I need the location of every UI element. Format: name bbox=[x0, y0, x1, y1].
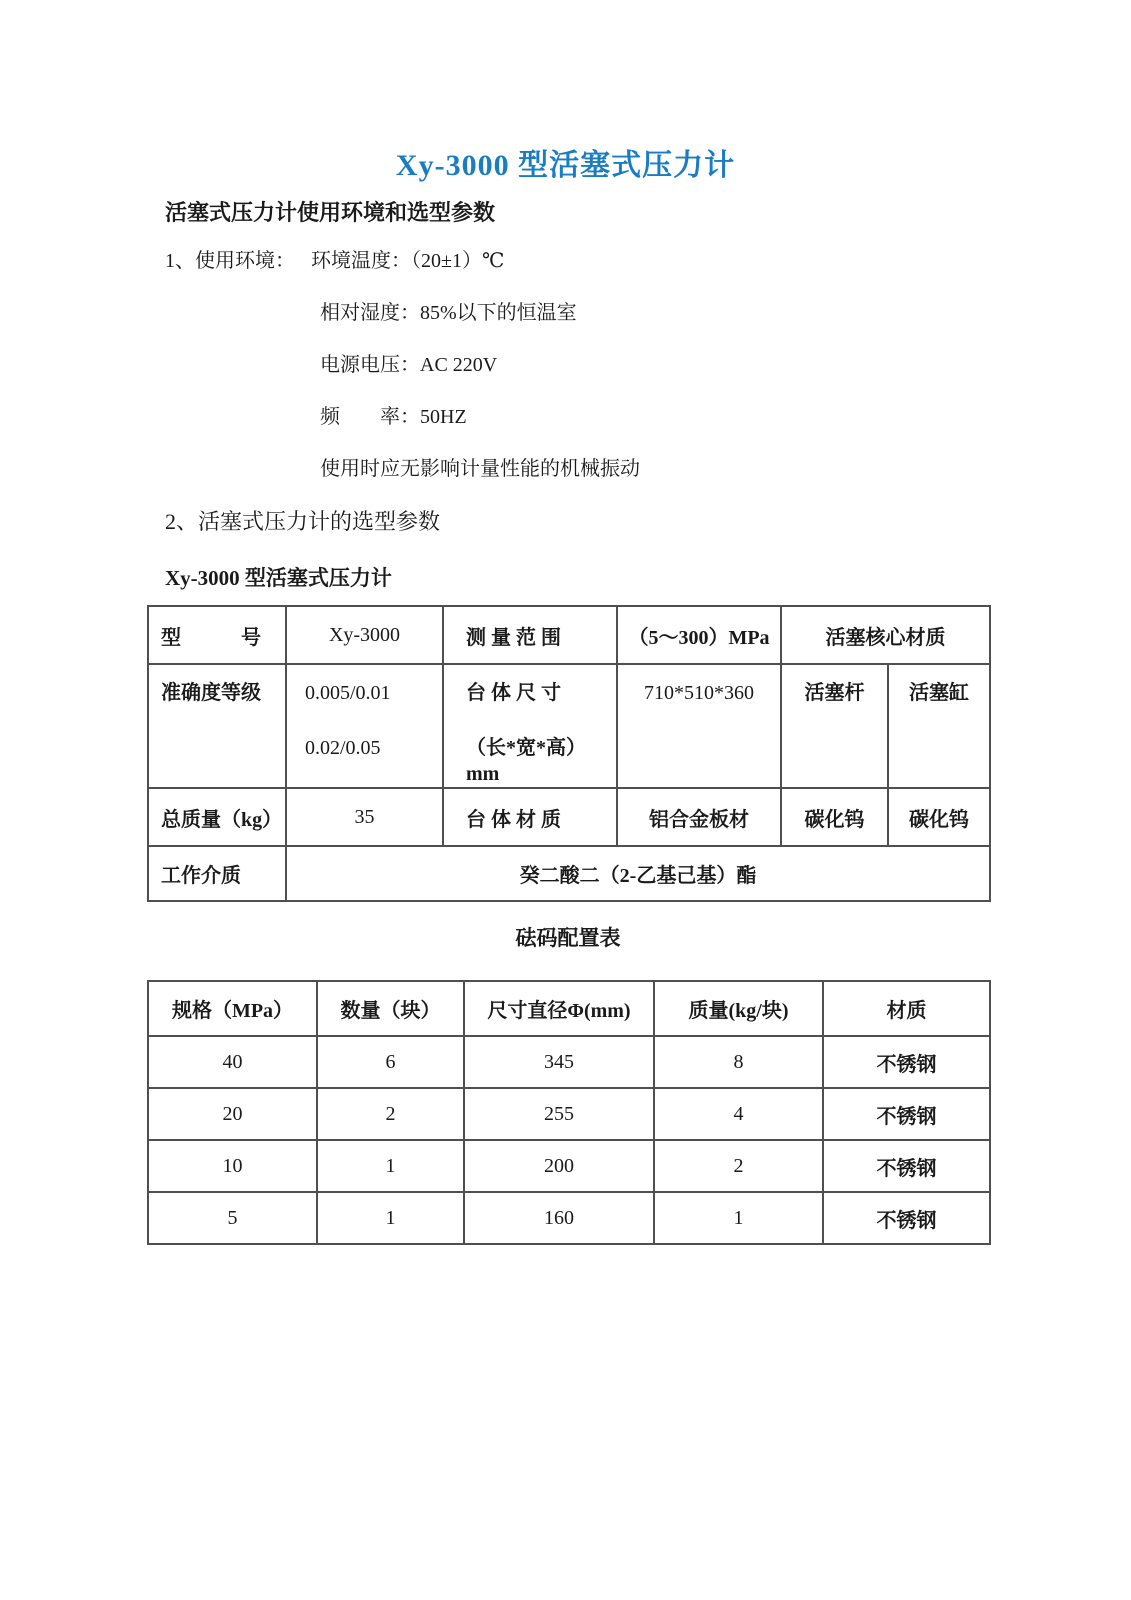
env-line-humidity: 相对湿度：85%以下的恒温室 bbox=[320, 302, 577, 324]
weights-cell-material: 不锈钢 bbox=[823, 1140, 990, 1192]
weights-header-quantity: 数量（块） bbox=[317, 981, 464, 1036]
spec-cell-model-value: Xy-3000 bbox=[286, 606, 443, 664]
spec-table-row-medium bbox=[148, 846, 990, 901]
spec-cell-accuracy-values bbox=[286, 664, 443, 788]
env-line-vibration: 使用时应无影响计量性能的机械振动 bbox=[320, 458, 640, 480]
spec-cell-model-label: 型 号 bbox=[148, 606, 286, 664]
weights-table-row bbox=[148, 1140, 990, 1192]
weights-table-row bbox=[148, 1192, 990, 1244]
spec-table-row-accuracy bbox=[148, 664, 990, 788]
spec-cell-medium-value: 癸二酸二（2-乙基己基）酯 bbox=[286, 846, 990, 901]
spec-cell-cylinder-material: 碳化钨 bbox=[888, 788, 990, 846]
section1-heading: 活塞式压力计使用环境和选型参数 bbox=[165, 200, 496, 225]
spec-cell-body-material-value: 铝合金板材 bbox=[617, 788, 781, 846]
weights-cell-spec: 40 bbox=[148, 1036, 317, 1088]
spec-cell-dimensions-label bbox=[443, 664, 617, 788]
spec-cell-mass-value: 35 bbox=[286, 788, 443, 846]
spec-table-row-mass bbox=[148, 788, 990, 846]
weights-cell-diameter: 255 bbox=[464, 1088, 654, 1140]
weights-cell-quantity: 2 bbox=[317, 1088, 464, 1140]
weights-table-row bbox=[148, 1088, 990, 1140]
weights-table-row bbox=[148, 1036, 990, 1088]
weights-cell-material: 不锈钢 bbox=[823, 1192, 990, 1244]
weights-cell-material: 不锈钢 bbox=[823, 1088, 990, 1140]
spec-table-caption: Xy-3000 型活塞式压力计 bbox=[165, 566, 392, 590]
spec-cell-piston-rod: 活塞杆 bbox=[781, 664, 888, 788]
spec-cell-accuracy-label: 准确度等级 bbox=[148, 664, 286, 788]
weights-cell-diameter: 345 bbox=[464, 1036, 654, 1088]
weights-cell-spec: 10 bbox=[148, 1140, 317, 1192]
spec-table bbox=[147, 605, 991, 902]
env-line-temperature: 环境温度：（20±1）℃ bbox=[311, 250, 505, 272]
accuracy-line-2: 0.02/0.05 bbox=[305, 737, 381, 759]
weights-cell-quantity: 6 bbox=[317, 1036, 464, 1088]
weights-header-mass: 质量(kg/块) bbox=[654, 981, 823, 1036]
dimensions-label-line-1: 台 体 尺 寸 bbox=[466, 682, 561, 704]
weights-cell-mass: 2 bbox=[654, 1140, 823, 1192]
document-title: Xy-3000 型活塞式压力计 bbox=[395, 149, 736, 182]
spec-cell-medium-label: 工作介质 bbox=[148, 846, 286, 901]
weights-cell-material: 不锈钢 bbox=[823, 1036, 990, 1088]
weights-cell-spec: 20 bbox=[148, 1088, 317, 1140]
weights-cell-quantity: 1 bbox=[317, 1192, 464, 1244]
env-line-voltage: 电源电压：AC 220V bbox=[320, 354, 498, 376]
weights-header-material: 材质 bbox=[823, 981, 990, 1036]
weights-cell-mass: 8 bbox=[654, 1036, 823, 1088]
usage-env-item-number: 1、使用环境： bbox=[165, 250, 295, 272]
weights-cell-quantity: 1 bbox=[317, 1140, 464, 1192]
weights-header-diameter: 尺寸直径Φ(mm) bbox=[464, 981, 654, 1036]
spec-cell-body-material-label: 台 体 材 质 bbox=[443, 788, 617, 846]
env-line-frequency: 频 率：50HZ bbox=[320, 406, 467, 428]
weights-cell-mass: 4 bbox=[654, 1088, 823, 1140]
spec-cell-range-label: 测 量 范 围 bbox=[443, 606, 617, 664]
weights-table-header-row bbox=[148, 981, 990, 1036]
dimensions-label-line-2: （长*宽*高）mm bbox=[466, 737, 586, 785]
spec-table-row-model bbox=[148, 606, 990, 664]
spec-cell-piston-cylinder: 活塞缸 bbox=[888, 664, 990, 788]
spec-cell-mass-label: 总质量（kg） bbox=[148, 788, 286, 846]
weights-table bbox=[147, 980, 991, 1245]
usage-env-row bbox=[165, 248, 1131, 275]
weights-cell-diameter: 200 bbox=[464, 1140, 654, 1192]
section2-heading: 2、活塞式压力计的选型参数 bbox=[165, 509, 441, 534]
weights-cell-spec: 5 bbox=[148, 1192, 317, 1244]
weights-cell-mass: 1 bbox=[654, 1192, 823, 1244]
weights-table-caption: 砝码配置表 bbox=[515, 926, 621, 950]
spec-cell-dimensions-value: 710*510*360 bbox=[617, 664, 781, 788]
spec-cell-core-material-header: 活塞核心材质 bbox=[781, 606, 990, 664]
spec-cell-rod-material: 碳化钨 bbox=[781, 788, 888, 846]
weights-cell-diameter: 160 bbox=[464, 1192, 654, 1244]
accuracy-line-1: 0.005/0.01 bbox=[305, 682, 391, 704]
spec-cell-range-value: （5～300）MPa bbox=[617, 606, 781, 664]
weights-header-spec: 规格（MPa） bbox=[148, 981, 317, 1036]
